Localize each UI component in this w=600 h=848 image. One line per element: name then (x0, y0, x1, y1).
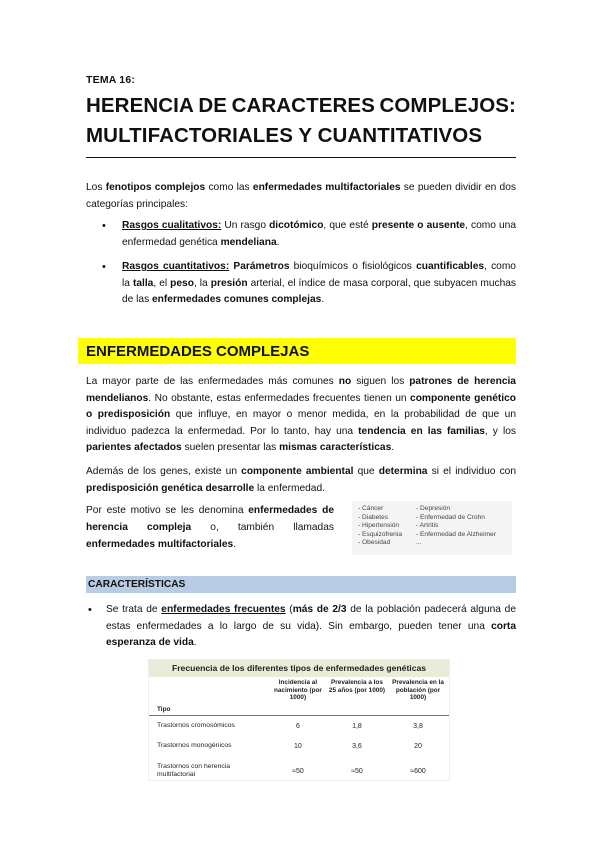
table-cell: ≈600 (410, 767, 426, 775)
column-header: Tipo (149, 677, 269, 716)
column-header: Incidencia al nacimiento (por 1000) (269, 677, 327, 716)
disease-item: - Enfermedad de Crohn (416, 513, 485, 521)
text: suelen presentar las (181, 442, 280, 453)
bold-text: dicotómico (269, 220, 324, 231)
environment-paragraph (86, 464, 516, 497)
bold-text: enfermedades comunes complejas (152, 294, 322, 305)
disease-item: - Obesidad (358, 539, 391, 547)
text: arterial, el índice de masa corporal, que subyacen muchas de las (122, 277, 517, 305)
intro-paragraph (86, 180, 516, 213)
text: bioquímicos o fisiológicos (289, 261, 417, 272)
traits-list (86, 218, 516, 317)
topic-number: TEMA 16: (86, 74, 136, 86)
table-cell: 20 (414, 742, 422, 750)
text: la enfermedad. (254, 482, 325, 494)
list-item-quantitative (86, 259, 516, 309)
bold-text: fenotipos complejos (105, 182, 206, 193)
text: . (276, 236, 280, 248)
page-title (86, 91, 516, 158)
disease-item: - Diabetes (358, 513, 389, 521)
table-cell: Trastornos con herencia multifactorial (157, 763, 231, 778)
text: o, también llamadas (191, 522, 334, 533)
table-cell: 3,8 (413, 722, 423, 730)
bold-text: no (338, 376, 352, 387)
bold-text: parientes afectados (86, 442, 182, 453)
bold-text: tendencia en las familias (358, 425, 485, 437)
bold-text: mismas características (279, 442, 392, 453)
text: , como una enfermedad genética (122, 220, 517, 248)
text: , el (153, 277, 171, 289)
text: Un rasgo (221, 220, 270, 231)
bullet-label: Rasgos cuantitativos: (122, 261, 230, 272)
text: , que esté (323, 220, 372, 231)
text: Por este motivo se les denomina (86, 505, 249, 516)
bold-text: componente genético o predisposición (86, 392, 516, 420)
column-header: Prevalencia a los 25 años (por 1000) (327, 677, 387, 716)
text: Además de los genes, existe un (86, 466, 242, 477)
disease-column-2 (416, 505, 506, 551)
title-line-2: MULTIFACTORIALES Y CUANTITATIVOS (86, 124, 483, 147)
text: . (321, 294, 325, 305)
table-cell: 1,8 (352, 722, 362, 730)
disease-item: - Hipertensión (358, 522, 400, 530)
table-cell: Trastornos monogénicos (157, 742, 232, 749)
bold-text: presión (210, 277, 248, 289)
table-cell: ≈50 (292, 767, 304, 775)
text: , y los (484, 425, 516, 437)
bullet-label: Rasgos cualitativos: (122, 220, 222, 231)
section-heading-highlight: ENFERMEDADES COMPLEJAS (78, 338, 516, 364)
characteristics-list (86, 602, 516, 660)
subsection-heading: CARACTERÍSTICAS (86, 576, 516, 593)
text: La mayor parte de las enfermedades más comunes (86, 376, 339, 387)
title-word: HERENCIA (86, 94, 194, 117)
text: ( (285, 604, 293, 615)
complex-diseases-paragraph (86, 374, 516, 457)
disease-item: - Artritis (416, 522, 439, 530)
table-row (149, 736, 449, 756)
bold-text: componente ambiental (241, 466, 354, 477)
text: Los (86, 182, 106, 193)
text: como las (205, 182, 253, 193)
text: , como la (122, 261, 516, 289)
text: , la (193, 277, 211, 289)
table-cell: 6 (295, 722, 300, 730)
text: . (193, 637, 197, 648)
disease-examples-box (352, 501, 512, 555)
text: que (353, 466, 379, 477)
data-table (149, 677, 449, 786)
text: siguen los (351, 376, 410, 387)
title-word: DE (198, 94, 228, 117)
title-line-1 (86, 91, 516, 121)
bold-text: enfermedades multifactoriales (252, 182, 401, 193)
bold-text: predisposición genética desarrolle (86, 482, 255, 494)
list-item-qualitative (86, 218, 516, 251)
text: Se trata de (106, 604, 162, 615)
text: . (233, 539, 237, 550)
bold-text: patrones de herencia mendelianos (86, 376, 516, 404)
text: si el individuo con (427, 466, 516, 477)
table-cell: Trastornos cromosómicos (157, 722, 235, 729)
table-title: Frecuencia de los diferentes tipos de enfermedades genéticas (149, 660, 449, 677)
table-row (149, 756, 449, 786)
disease-item: - Esquizofrenia (358, 530, 402, 538)
bold-text: mendeliana (220, 236, 277, 248)
disease-item: - Depresión (416, 505, 451, 512)
table-row (149, 716, 449, 737)
bold-text: presente o ausente (371, 220, 466, 231)
text: de la población padecerá alguna de estas enfermedades a lo largo de su vida). Sin embargo, pueden tener una (106, 604, 517, 632)
text: . (391, 442, 395, 453)
title-word: COMPLEJOS: (379, 94, 516, 117)
bold-text: talla (132, 277, 154, 289)
text: que influye, en mayor o menor medida, en la probabilidad de que un individuo padezca la enfermedad. Por lo tanto, hay una (86, 409, 516, 437)
bold-text: Parámetros (233, 261, 290, 272)
column-header: Prevalencia en la población (por 1000) (387, 677, 449, 716)
bold-text: cuantificables (416, 261, 485, 272)
bold-text: más de 2/3 (292, 604, 347, 615)
disease-item: ... (416, 539, 422, 547)
list-item (86, 602, 516, 652)
bold-underlined-text: enfermedades frecuentes (161, 604, 286, 615)
table-cell: 3,6 (352, 742, 362, 750)
bold-text: determina (378, 466, 428, 477)
table-header-row (149, 677, 449, 716)
disease-item: - Cáncer (358, 505, 384, 512)
bold-text: peso (170, 277, 194, 289)
table-cell: 10 (294, 742, 302, 750)
bold-text: enfermedades de herencia compleja (86, 505, 334, 533)
naming-paragraph (86, 502, 334, 553)
title-word: CARACTERES (231, 94, 375, 117)
bold-text: corta esperanza de vida (106, 620, 516, 648)
text: se pueden dividir en dos categorías principales: (86, 182, 516, 210)
disease-item: - Enfermedad de Alzheimer (416, 530, 496, 538)
genetic-disease-frequency-table (148, 659, 450, 781)
disease-column-1 (358, 505, 416, 551)
bold-text: enfermedades multifactoriales (86, 539, 234, 550)
text: . No obstante, estas enfermedades frecuentes tienen un (148, 392, 411, 404)
table-cell: ≈50 (351, 767, 363, 775)
